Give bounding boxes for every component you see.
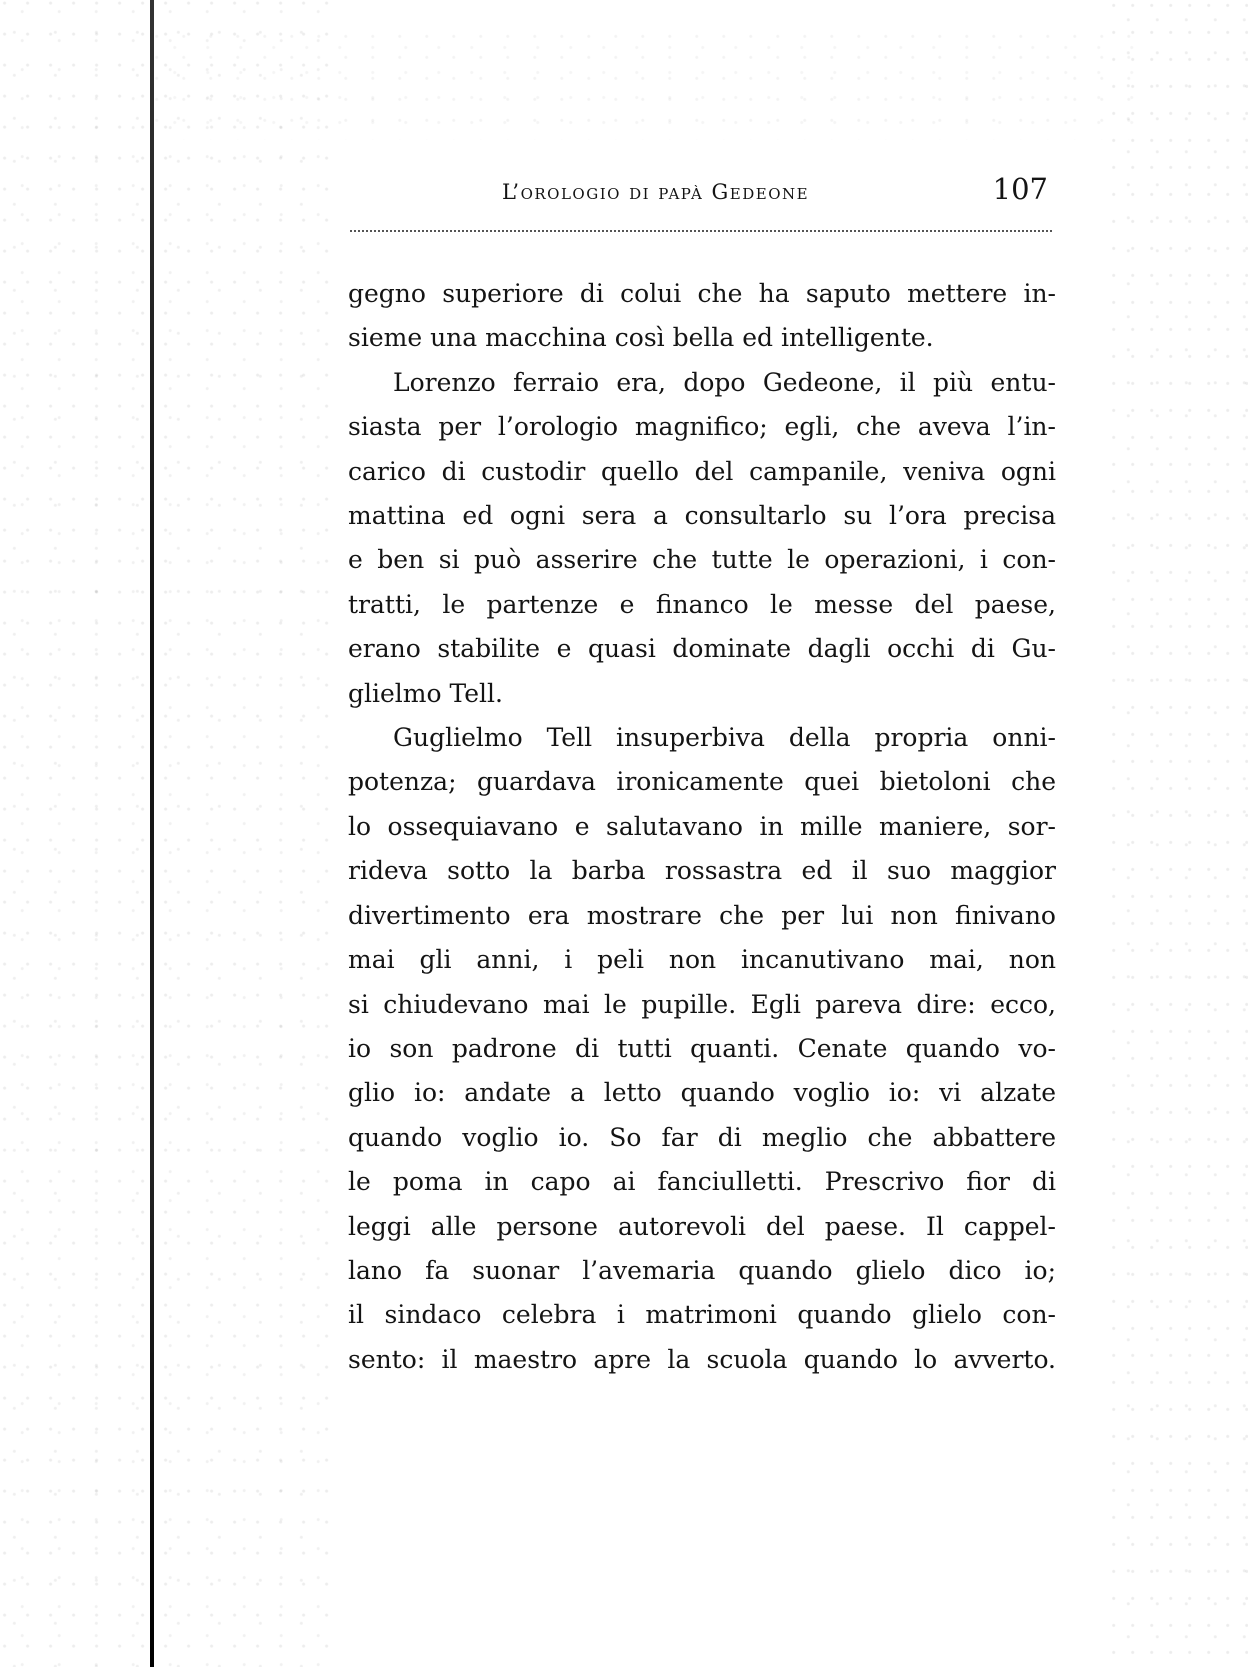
text-line: potenza; guardava ironicamente quei bietoloni che: [348, 767, 1056, 797]
text-line: si chiudevano mai le pupille. Egli pareva dire: ecco,: [348, 989, 1056, 1019]
text-line: erano stabilite e quasi dominate dagli occhi di Gu-: [348, 634, 1056, 664]
text-line: leggi alle persone autorevoli del paese. Il cappel-: [348, 1211, 1056, 1241]
header-dotted-rule: [350, 230, 1052, 232]
text-line: glio io: andate a letto quando voglio io: vi alzate: [348, 1078, 1056, 1108]
scan-noise-left: [0, 0, 330, 1667]
scan-noise-top: [150, 30, 1150, 140]
paragraph: [348, 361, 1056, 716]
text-line: il sindaco celebra i matrimoni quando glielo con-: [348, 1300, 1056, 1330]
running-title: L’orologio di papà Gedeone: [502, 180, 810, 204]
text-line: mai gli anni, i peli non incanutivano mai, non: [348, 945, 1056, 975]
text-line: Guglielmo Tell insuperbiva della propria onni-: [393, 723, 1056, 753]
text-line: Lorenzo ferraio era, dopo Gedeone, il più entu-: [393, 367, 1056, 397]
text-line: mattina ed ogni sera a consultarlo su l’ora precisa: [348, 501, 1056, 531]
text-line: le poma in capo ai fanciulletti. Prescrivo fior di: [348, 1167, 1056, 1197]
text-line: divertimento era mostrare che per lui non finivano: [348, 900, 1056, 930]
paragraph: [348, 272, 1056, 361]
text-line: gegno superiore di colui che ha saputo mettere in-: [348, 279, 1056, 308]
scan-noise-right: [1108, 0, 1248, 1667]
text-line: sieme una macchina così bella ed intelligente.: [348, 323, 934, 353]
text-line: quando voglio io. So far di meglio che abbattere: [348, 1122, 1056, 1152]
text-line: io son padrone di tutti quanti. Cenate quando vo-: [348, 1033, 1056, 1063]
body-text: [348, 272, 1056, 1382]
text-line: e ben si può asserire che tutte le operazioni, i con-: [348, 545, 1056, 575]
page-number: 107: [992, 172, 1048, 206]
text-line: siasta per l’orologio magnifico; egli, che aveva l’in-: [348, 412, 1056, 442]
text-line: sento: il maestro apre la scuola quando lo avverto.: [348, 1344, 1056, 1374]
text-line: carico di custodir quello del campanile, veniva ogni: [348, 456, 1056, 486]
text-line: lano fa suonar l’avemaria quando glielo dico io;: [348, 1255, 1056, 1285]
page-header: [350, 172, 1052, 212]
paragraph: [348, 716, 1056, 1382]
binding-gutter-line: [150, 0, 154, 1667]
text-line: glielmo Tell.: [348, 678, 503, 708]
text-line: tratti, le partenze e financo le messe del paese,: [348, 589, 1056, 619]
text-line: rideva sotto la barba rossastra ed il suo maggior: [348, 856, 1056, 886]
text-line: lo ossequiavano e salutavano in mille maniere, sor-: [348, 811, 1056, 841]
